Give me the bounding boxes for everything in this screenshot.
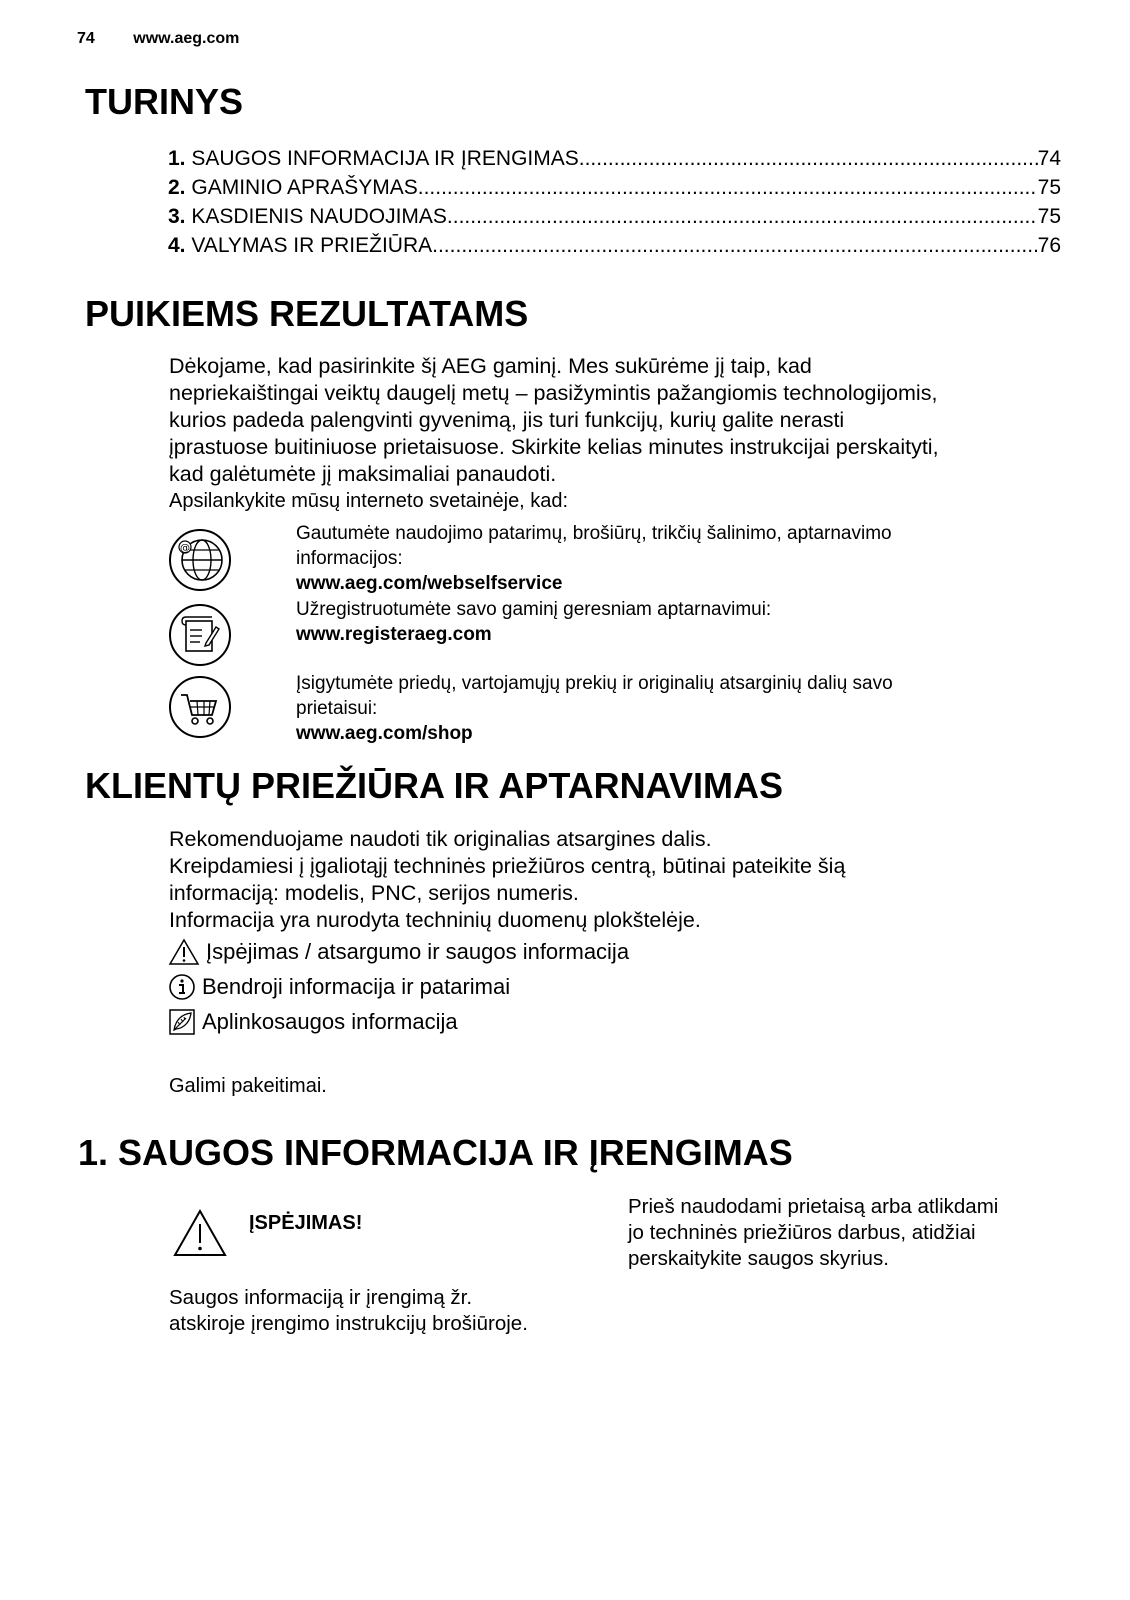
warning-triangle-icon: [172, 1208, 228, 1263]
page-header: [77, 30, 239, 48]
toc-leader-dots: [418, 173, 1038, 202]
legend-info: [168, 973, 510, 1001]
web-item-text: Gautumėte naudojimo patarimų, brošiūrų, trikčių šalinimo, aptarnavimo: [296, 523, 892, 544]
toc-item-label: GAMINIO APRAŠYMAS: [191, 176, 418, 199]
toc-item[interactable]: [168, 202, 1061, 231]
web-item-text: Įsigytumėte priedų, vartojamųjų prekių ir originalių atsarginių dalių savo: [296, 673, 893, 694]
results-line: Dėkojame, kad pasirinkite šį AEG gaminį. Mes sukūrėme jį taip, kad: [169, 354, 812, 378]
shop-link[interactable]: www.aeg.com/shop: [296, 723, 473, 744]
toc-leader-dots: [447, 202, 1038, 231]
results-intro: [169, 353, 939, 515]
service-intro: [169, 826, 845, 934]
legend-text: Aplinkosaugos informacija: [202, 1009, 458, 1034]
section1-left-line: atskiroje įrengimo instrukcijų brošiūroje.: [169, 1312, 528, 1335]
legend-environment: [168, 1008, 458, 1036]
toc-title: TURINYS: [85, 81, 244, 122]
page-number: 74: [77, 30, 95, 47]
warning-label: ĮSPĖJIMAS!: [249, 1212, 363, 1234]
leaf-icon: [168, 1008, 196, 1036]
section1-left-line: Saugos informaciją ir įrengimą žr.: [169, 1286, 473, 1309]
shopping-cart-icon: [168, 675, 230, 737]
toc-item-label: KASDIENIS NAUDOJIMAS: [191, 205, 447, 228]
toc-item-label: VALYMAS IR PRIEŽIŪRA: [191, 234, 433, 257]
webselfservice-link[interactable]: www.aeg.com/webselfservice: [296, 573, 563, 594]
info-icon: [168, 973, 196, 1001]
toc-item-page: 74: [1037, 147, 1061, 170]
toc-item[interactable]: [168, 144, 1061, 173]
toc-item-page: 75: [1037, 205, 1061, 228]
changes-note: Galimi pakeitimai.: [169, 1075, 327, 1097]
section1-title: 1. SAUGOS INFORMACIJA IR ĮRENGIMAS: [78, 1132, 793, 1173]
results-line: nepriekaištingai veiktų daugelį metų – pasižymintis pažangiomis technologijomis,: [169, 381, 938, 405]
toc-item-label: SAUGOS INFORMACIJA IR ĮRENGIMAS: [191, 147, 579, 170]
toc-item-number: 2.: [168, 176, 186, 199]
web-item-text: Užregistruotumėte savo gaminį geresniam aptarnavimui:: [296, 599, 772, 620]
section1-right-line: jo techninės priežiūros darbus, atidžiai: [628, 1221, 976, 1244]
service-line: informaciją: modelis, PNC, serijos numeris.: [169, 881, 579, 905]
results-line: įprastuose buitiniuose prietaisuose. Skirkite kelias minutes instrukcijai perskaityti,: [169, 435, 939, 459]
legend-text: Įspėjimas / atsargumo ir saugos informacija: [206, 939, 630, 964]
section1-right-line: Prieš naudodami prietaisą arba atlikdami: [628, 1195, 999, 1218]
toc-item-number: 3.: [168, 205, 186, 228]
globe-icon: [168, 528, 230, 590]
results-line: Apsilankykite mūsų interneto svetainėje, kad:: [169, 490, 569, 512]
toc-leader-dots: [579, 144, 1038, 173]
toc-item-page: 75: [1037, 176, 1061, 199]
table-of-contents: [168, 144, 1061, 260]
web-item-register: [296, 597, 771, 647]
toc-item-page: 76: [1037, 234, 1061, 257]
web-item-support: [296, 521, 892, 596]
warning-icon: [168, 938, 200, 966]
web-item-text: prietaisui:: [296, 698, 378, 719]
web-item-shop: [296, 671, 893, 746]
legend-warning: [168, 938, 629, 966]
service-title: KLIENTŲ PRIEŽIŪRA IR APTARNAVIMAS: [85, 765, 783, 806]
legend-text: Bendroji informacija ir patarimai: [202, 974, 511, 999]
toc-item[interactable]: [168, 173, 1061, 202]
toc-item[interactable]: [168, 231, 1061, 260]
results-line: kad galėtumėte jį maksimaliai panaudoti.: [169, 462, 557, 486]
toc-item-number: 4.: [168, 234, 186, 257]
toc-item-number: 1.: [168, 147, 186, 170]
section1-left-text: [169, 1285, 528, 1337]
service-line: Informacija yra nurodyta techninių duomenų plokštelėje.: [169, 908, 701, 932]
header-site-link[interactable]: www.aeg.com: [133, 30, 240, 47]
svg-text:@: @: [180, 543, 190, 554]
registeraeg-link[interactable]: www.registeraeg.com: [296, 624, 492, 645]
section1-right-line: perskaitykite saugos skyrius.: [628, 1247, 889, 1270]
toc-leader-dots: [432, 231, 1038, 260]
service-line: Rekomenduojame naudoti tik originalias atsargines dalis.: [169, 827, 712, 851]
service-line: Kreipdamiesi į įgaliotąjį techninės priežiūros centrą, būtinai pateikite šią: [169, 854, 846, 878]
results-title: PUIKIEMS REZULTATAMS: [85, 293, 529, 334]
results-line: kurios padeda palengvinti gyvenimą, jis turi funkcijų, kurių galite nerasti: [169, 408, 845, 432]
web-item-text: informacijos:: [296, 548, 403, 569]
section1-right-text: [628, 1194, 998, 1272]
register-icon: [168, 603, 230, 665]
